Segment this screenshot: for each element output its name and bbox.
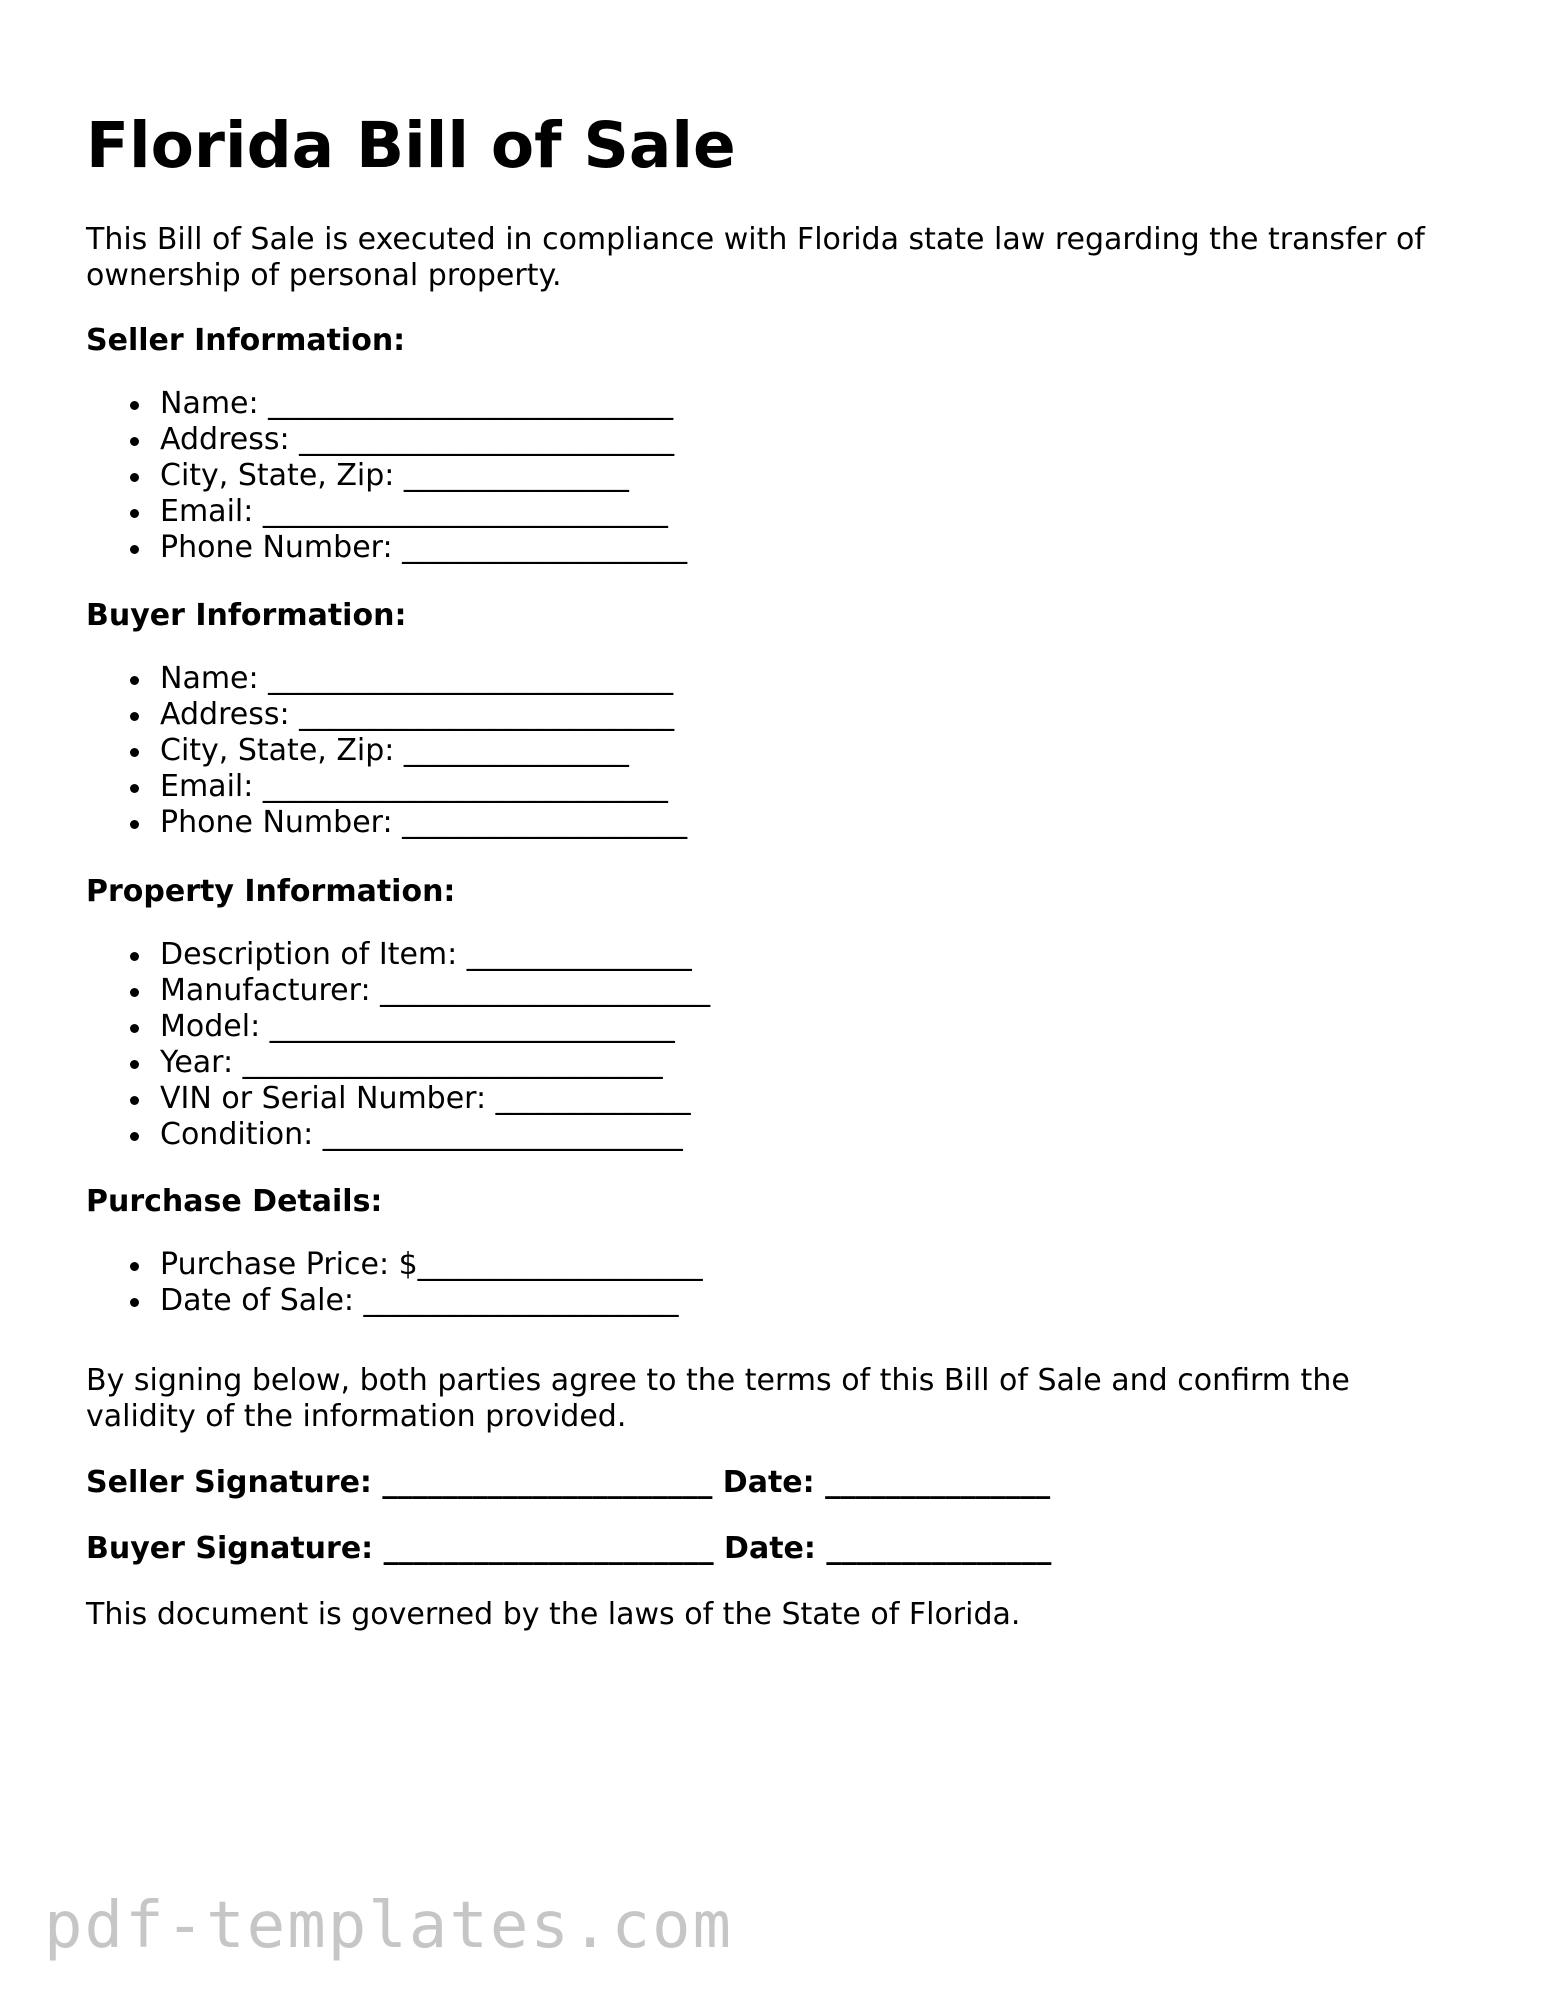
property-description-field — [86, 937, 710, 973]
seller-field-list — [86, 386, 687, 566]
property-heading: Property Information: — [86, 874, 456, 909]
purchase-field-list — [86, 1247, 703, 1319]
seller-name-field — [86, 386, 687, 422]
property-condition-field — [86, 1117, 710, 1153]
bullet-icon — [130, 712, 139, 721]
property-manufacturer-field — [86, 973, 710, 1009]
document-title: Florida Bill of Sale — [86, 109, 736, 182]
field-label: Manufacturer: ______________________ — [160, 973, 711, 1008]
field-label: Address: _________________________ — [160, 422, 675, 457]
field-label: City, State, Zip: _______________ — [160, 733, 629, 768]
field-label: Description of Item: _______________ — [160, 937, 692, 972]
seller-email-field — [86, 494, 687, 530]
bullet-icon — [130, 1132, 139, 1141]
bullet-icon — [130, 820, 139, 829]
seller-city-state-zip-field — [86, 458, 687, 494]
purchase-heading: Purchase Details: — [86, 1184, 383, 1219]
seller-signature-line: Seller Signature: ______________________ Date: _______________ — [86, 1465, 1051, 1500]
bullet-icon — [130, 1024, 139, 1033]
property-field-list — [86, 937, 710, 1153]
buyer-address-field — [86, 697, 687, 733]
property-vin-field — [86, 1081, 710, 1117]
bullet-icon — [130, 748, 139, 757]
seller-phone-field — [86, 530, 687, 566]
field-label: Name: ___________________________ — [160, 386, 674, 421]
agreement-paragraph: By signing below, both parties agree to the terms of this Bill of Sale and confirm the validity of the information provided. — [86, 1363, 1350, 1434]
watermark: pdf-templates.com — [44, 1889, 734, 1963]
field-label: Purchase Price: $___________________ — [160, 1247, 703, 1282]
property-model-field — [86, 1009, 710, 1045]
field-label: Condition: ________________________ — [160, 1117, 683, 1152]
field-label: Email: ___________________________ — [160, 769, 668, 804]
bullet-icon — [130, 401, 139, 410]
bullet-icon — [130, 988, 139, 997]
field-label: Phone Number: ___________________ — [160, 530, 688, 565]
bullet-icon — [130, 952, 139, 961]
bullet-icon — [130, 1096, 139, 1105]
field-label: Phone Number: ___________________ — [160, 805, 688, 840]
buyer-city-state-zip-field — [86, 733, 687, 769]
field-label: Name: ___________________________ — [160, 661, 674, 696]
bullet-icon — [130, 676, 139, 685]
field-label: Year: ____________________________ — [160, 1045, 663, 1080]
field-label: City, State, Zip: _______________ — [160, 458, 629, 493]
buyer-field-list — [86, 661, 687, 841]
field-label: Email: ___________________________ — [160, 494, 668, 529]
buyer-signature-line: Buyer Signature: ______________________ Date: _______________ — [86, 1531, 1052, 1566]
purchase-price-field — [86, 1247, 703, 1283]
seller-address-field — [86, 422, 687, 458]
bullet-icon — [130, 509, 139, 518]
bullet-icon — [130, 545, 139, 554]
intro-paragraph: This Bill of Sale is executed in compliance with Florida state law regarding the transfer of ownership of personal property. — [86, 222, 1425, 293]
bullet-icon — [130, 473, 139, 482]
bullet-icon — [130, 437, 139, 446]
field-label: Model: ___________________________ — [160, 1009, 675, 1044]
property-year-field — [86, 1045, 710, 1081]
bullet-icon — [130, 1298, 139, 1307]
buyer-heading: Buyer Information: — [86, 598, 407, 633]
buyer-phone-field — [86, 805, 687, 841]
field-label: Address: _________________________ — [160, 697, 675, 732]
bullet-icon — [130, 784, 139, 793]
buyer-name-field — [86, 661, 687, 697]
date-of-sale-field — [86, 1283, 703, 1319]
bullet-icon — [130, 1262, 139, 1271]
field-label: Date of Sale: _____________________ — [160, 1283, 679, 1318]
closing-statement: This document is governed by the laws of the State of Florida. — [86, 1597, 1021, 1632]
buyer-email-field — [86, 769, 687, 805]
field-label: VIN or Serial Number: _____________ — [160, 1081, 691, 1116]
seller-heading: Seller Information: — [86, 323, 406, 358]
bullet-icon — [130, 1060, 139, 1069]
